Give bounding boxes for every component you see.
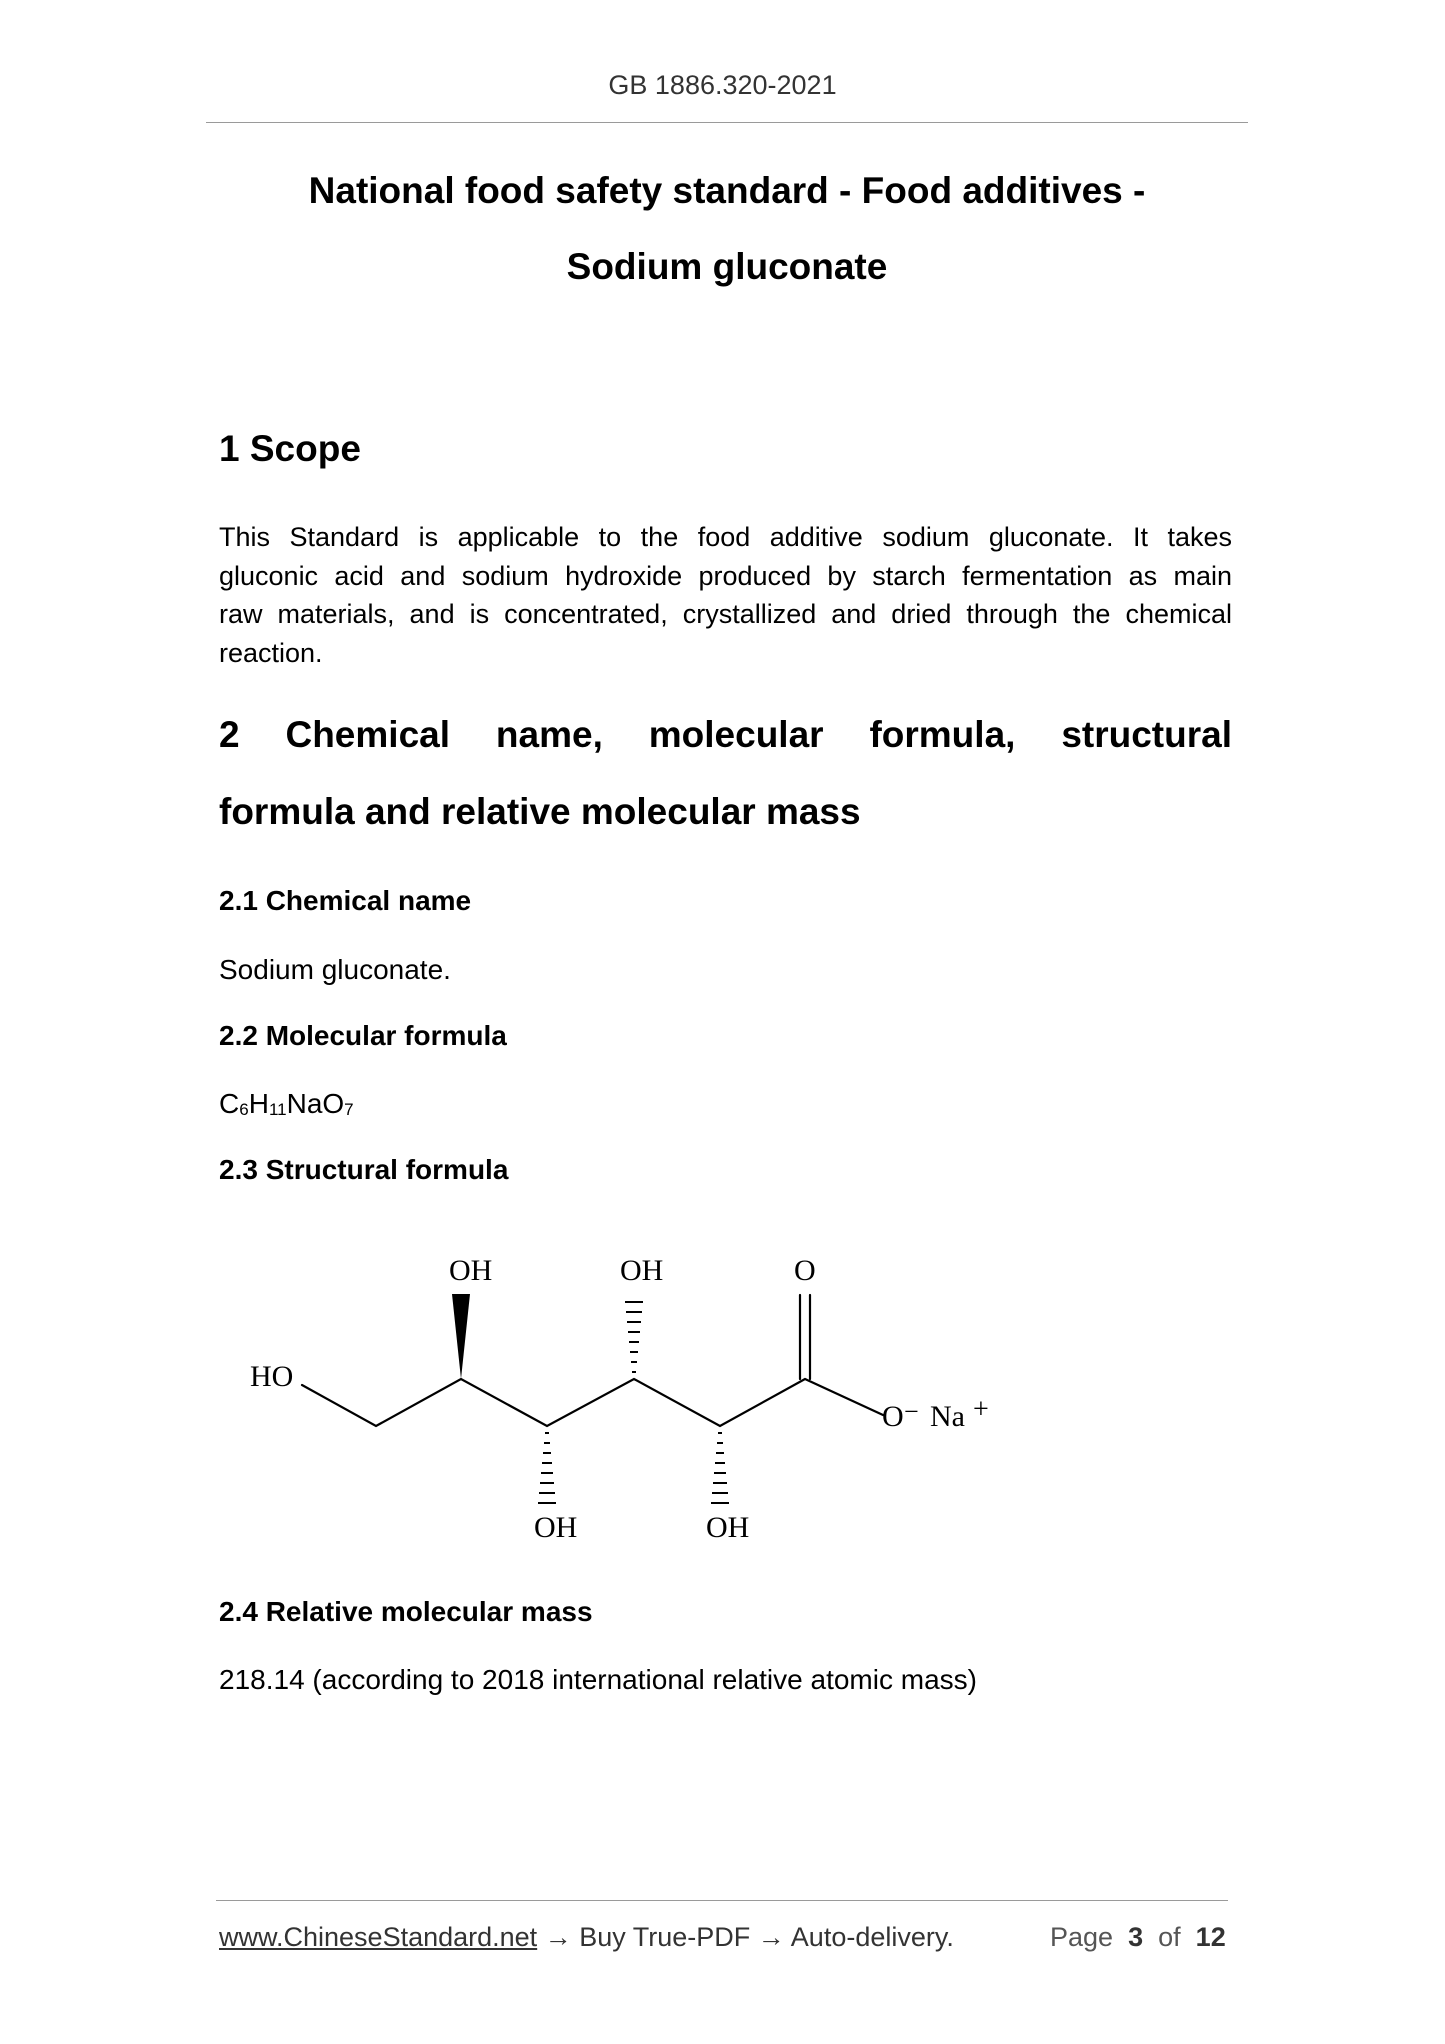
label-oh-top-2: OH [620, 1254, 664, 1287]
molecular-mass-value: 218.14 (according to 2018 international relative atomic mass) [219, 1664, 977, 1695]
wedge-bond [452, 1294, 470, 1379]
section-2-4-heading: 2.4 Relative molecular mass [219, 1596, 593, 1627]
label-oh-bottom-1: OH [534, 1511, 578, 1544]
section-2-2-heading: 2.2 Molecular formula [219, 1020, 507, 1051]
arrow-icon: → [544, 1922, 572, 1952]
hash-bond-bottom-2 [711, 1433, 729, 1503]
scope-line: This Standard is applicable to the food additive sodium gluconate. It takes [219, 522, 1232, 552]
page-current: 3 [1128, 1922, 1144, 1952]
label-ho: HO [250, 1360, 294, 1393]
scope-line: gluconic acid and sodium hydroxide produced by starch fermentation as main [219, 560, 1232, 591]
page-total: 12 [1195, 1922, 1226, 1952]
buy-true-pdf-text: Buy True-PDF [579, 1922, 751, 1952]
scope-line: raw materials, and is concentrated, crystallized and dried through the chemical [219, 599, 1232, 629]
label-o-carbonyl: O [794, 1254, 816, 1287]
arrow-icon: → [757, 1922, 785, 1952]
page-indicator [1050, 1922, 1226, 1953]
section-1-heading: 1 Scope [219, 428, 361, 469]
chinesestandard-link[interactable]: www.ChineseStandard.net [219, 1922, 538, 1952]
document-title-line-1: National food safety standard - Food additives - [308, 170, 1146, 211]
label-oh-bottom-2: OH [706, 1511, 750, 1544]
footer-links [219, 1922, 954, 1953]
label-minus: − [904, 1397, 919, 1426]
section-2-3-heading: 2.3 Structural formula [219, 1154, 509, 1185]
label-o-minus: O [882, 1400, 904, 1433]
page-label: Page [1050, 1922, 1114, 1952]
hash-bond-top [625, 1302, 643, 1372]
footer-divider [216, 1900, 1228, 1901]
document-code: GB 1886.320-2021 [608, 70, 837, 100]
label-na: Na [930, 1400, 965, 1433]
of-label: of [1158, 1922, 1181, 1952]
section-2-heading-line-2: formula and relative molecular mass [219, 791, 861, 832]
hash-bond-bottom-1 [538, 1433, 556, 1503]
chemical-name: Sodium gluconate. [219, 954, 451, 985]
label-oh-top-1: OH [449, 1254, 493, 1287]
scope-line: reaction. [219, 637, 323, 668]
section-2-1-heading: 2.1 Chemical name [219, 885, 472, 916]
molecular-formula: $C_6H_{11}NaO_7$ [219, 1088, 354, 1119]
auto-delivery-text: Auto-delivery. [790, 1922, 954, 1952]
carbon-backbone [302, 1379, 883, 1426]
document-title-line-2: Sodium gluconate [566, 246, 888, 287]
label-plus: + [973, 1394, 989, 1425]
section-2-heading-line-1: 2 Chemical name, molecular formula, structural [219, 714, 1232, 755]
